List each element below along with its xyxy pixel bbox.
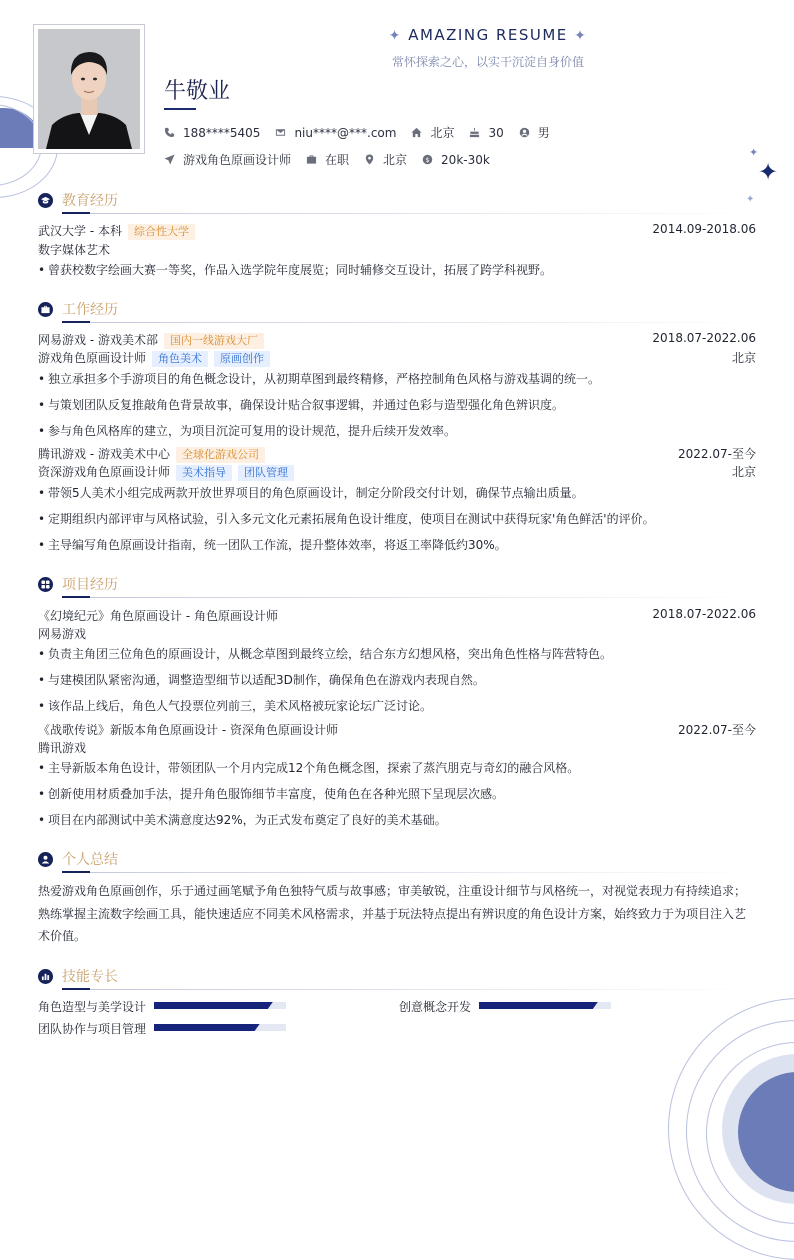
banner-text: AMAZING RESUME xyxy=(408,26,568,44)
work-bullet: • 主导编写角色原画设计指南，统一团队工作流，提升整体效率，将返工率降低约30%。 xyxy=(38,536,756,553)
sparkle-icon: ✦ xyxy=(746,194,755,205)
phone-info xyxy=(164,126,260,140)
skill-bar-fill xyxy=(154,1002,273,1009)
target-position-info xyxy=(164,151,291,168)
sparkle-icon: ✦ xyxy=(758,158,779,186)
project-bullet: • 负责主角团三位角色的原画设计，从概念草图到最终立绘，结合东方幻想风格，突出角色性格与阵营特色。 xyxy=(38,645,756,662)
project-title: 《幻境纪元》角色原画设计 - 角色原画设计师 xyxy=(38,609,278,623)
age-text: 30 xyxy=(488,125,504,140)
send-icon xyxy=(164,154,175,165)
work-bullet: • 带领5人美术小组完成两款开放世界项目的角色原画设计，制定分阶段交付计划，确保节点输出质量。 xyxy=(38,484,756,501)
education-bullet: • 曾获校数字绘画大赛一等奖，作品入选学院年度展览；同时辅修交互设计，拓展了跨学科视野。 xyxy=(38,261,756,278)
location-pin-icon xyxy=(364,154,375,165)
role-tag: 原画创作 xyxy=(214,351,270,367)
status-info xyxy=(306,151,349,168)
work-bullet: • 定期组织内部评审与风格试验，引入多元文化元素拓展角色设计维度，使项目在测试中获得玩家'角色鲜活'的评价。 xyxy=(38,510,756,527)
target-city-info xyxy=(364,151,407,168)
section-header-education xyxy=(38,190,756,218)
project-bullet: • 与建模团队紧密沟通，调整造型细节以适配3D制作，确保角色在游戏内表现自然。 xyxy=(38,671,756,688)
name-underline xyxy=(164,108,196,110)
section-rule xyxy=(62,213,756,214)
project-company: 腾讯游戏 xyxy=(38,741,87,755)
grid-icon xyxy=(38,577,53,592)
section-underline xyxy=(62,988,90,990)
candidate-name: 牛敬业 xyxy=(164,79,231,104)
skill-bar xyxy=(479,1002,611,1009)
school-tag: 综合性大学 xyxy=(128,224,195,240)
project-period: 2022.07-至今 xyxy=(678,723,756,737)
section-title: 个人总结 xyxy=(62,852,118,868)
work-company-line xyxy=(38,445,756,463)
avatar xyxy=(38,29,140,149)
target-position-text: 游戏角色原画设计师 xyxy=(183,153,292,167)
education-major: 数字媒体艺术 xyxy=(38,243,111,257)
project-title: 《战歌传说》新版本角色原画设计 - 资深角色原画设计师 xyxy=(38,723,338,737)
section-header-work xyxy=(38,299,756,327)
home-icon xyxy=(411,127,422,138)
project-bullet: • 主导新版本角色设计，带领团队一个月内完成12个角色概念图，探索了蒸汽朋克与奇幻的融合风格。 xyxy=(38,759,756,776)
work-role-line xyxy=(38,463,756,481)
resume-banner xyxy=(380,26,596,44)
cake-icon xyxy=(469,127,480,138)
company-name: 网易游戏 - 游戏美术部 xyxy=(38,333,158,347)
work-bullet: • 与策划团队反复推敲角色背景故事，确保设计贴合叙事逻辑，并通过色彩与造型强化角色辨识度。 xyxy=(38,396,756,413)
ring-decoration xyxy=(668,998,794,1260)
email-text: niu****@***.com xyxy=(294,125,397,140)
briefcase-icon xyxy=(38,302,53,317)
skill-bar-fill xyxy=(479,1002,598,1009)
skill-name: 团队协作与项目管理 xyxy=(38,1022,147,1036)
money-icon xyxy=(422,154,433,165)
skill-bar xyxy=(154,1002,286,1009)
role-tag: 角色美术 xyxy=(152,351,208,367)
work-period: 2022.07-至今 xyxy=(678,447,756,461)
role-name: 游戏角色原画设计师 xyxy=(38,351,147,365)
sparkle-icon: ✦ xyxy=(749,146,759,159)
company-name: 腾讯游戏 - 游戏美术中心 xyxy=(38,447,170,461)
bar-chart-icon xyxy=(38,969,53,984)
tagline: 常怀探索之心，以实干沉淀自身价值 xyxy=(391,55,584,69)
age-info xyxy=(469,126,503,140)
email-info xyxy=(275,126,396,140)
section-header-summary xyxy=(38,849,756,877)
school-name: 武汉大学 - 本科 xyxy=(38,224,122,238)
project-bullet: • 项目在内部测试中美术满意度达92%，为正式发布奠定了良好的美术基础。 xyxy=(38,811,756,828)
company-tag: 全球化游戏公司 xyxy=(176,447,265,463)
work-period: 2018.07-2022.06 xyxy=(652,331,756,345)
project-bullet: • 该作品上线后，角色人气投票位列前三，美术风格被玩家论坛广泛讨论。 xyxy=(38,697,756,714)
skill-bar xyxy=(154,1024,286,1031)
work-location: 北京 xyxy=(731,351,756,365)
section-underline xyxy=(62,321,90,323)
role-tag: 美术指导 xyxy=(176,465,232,481)
graduation-cap-icon xyxy=(38,193,53,208)
section-rule xyxy=(62,872,756,873)
phone-icon xyxy=(164,127,175,138)
section-rule xyxy=(62,989,756,990)
briefcase-icon xyxy=(306,154,317,165)
mail-icon xyxy=(275,127,286,138)
project-period: 2018.07-2022.06 xyxy=(652,607,756,621)
section-underline xyxy=(62,212,90,214)
gender-text: 男 xyxy=(537,126,550,140)
section-rule xyxy=(62,322,756,323)
svg-text:$: $ xyxy=(425,155,430,164)
skill-name: 创意概念开发 xyxy=(399,1000,472,1014)
summary-text: 热爱游戏角色原画创作，乐于通过画笔赋予角色独特气质与故事感；审美敏锐，注重设计细节与风格统一，对视觉表现力有持续追求；熟练掌握主流数字绘画工具，能快速适应不同美术风格需求，并基于玩法特点提出有辨识度的角色设计方案，始终致力于为项目注入艺术价值。 xyxy=(38,884,747,943)
section-header-skills xyxy=(38,966,756,994)
work-company-line xyxy=(38,331,756,349)
section-header-projects xyxy=(38,574,756,602)
skill-bar-fill xyxy=(154,1024,260,1031)
city-text: 北京 xyxy=(430,126,455,140)
education-period: 2014.09-2018.06 xyxy=(652,222,756,236)
section-title: 教育经历 xyxy=(62,193,118,209)
section-underline xyxy=(62,871,90,873)
user-icon xyxy=(38,852,53,867)
skill-name: 角色造型与美学设计 xyxy=(38,1000,147,1014)
job-intent-row xyxy=(164,151,505,168)
user-circle-icon xyxy=(519,127,530,138)
city-info xyxy=(411,124,454,141)
salary-text: 20k-30k xyxy=(441,152,490,167)
section-title: 项目经历 xyxy=(62,577,118,593)
profile-photo xyxy=(33,24,145,154)
role-name: 资深游戏角色原画设计师 xyxy=(38,465,171,479)
education-school-line xyxy=(38,222,756,240)
salary-info xyxy=(422,153,490,167)
status-text: 在职 xyxy=(325,153,350,167)
target-city-text: 北京 xyxy=(383,153,408,167)
work-bullet: • 独立承担多个手游项目的角色概念设计，从初期草图到最终精修，严格控制角色风格与游戏基调的统一。 xyxy=(38,370,756,387)
phone-text: 188****5405 xyxy=(183,125,261,140)
section-rule xyxy=(62,597,756,598)
section-underline xyxy=(62,596,90,598)
work-bullet: • 参与角色风格库的建立，为项目沉淀可复用的设计规范，提升后续开发效率。 xyxy=(38,422,756,439)
work-location: 北京 xyxy=(731,465,756,479)
role-tag: 团队管理 xyxy=(238,465,294,481)
section-title: 工作经历 xyxy=(62,302,118,318)
section-title: 技能专长 xyxy=(62,969,118,985)
company-tag: 国内一线游戏大厂 xyxy=(164,333,264,349)
project-company: 网易游戏 xyxy=(38,627,87,641)
sparkle-icon: ✦ xyxy=(574,28,588,44)
work-role-line xyxy=(38,349,756,367)
contact-row xyxy=(164,124,565,141)
sparkle-icon: ✦ xyxy=(388,28,402,44)
project-bullet: • 创新使用材质叠加手法，提升角色服饰细节丰富度，使角色在各种光照下呈现层次感。 xyxy=(38,785,756,802)
gender-info xyxy=(519,124,550,141)
